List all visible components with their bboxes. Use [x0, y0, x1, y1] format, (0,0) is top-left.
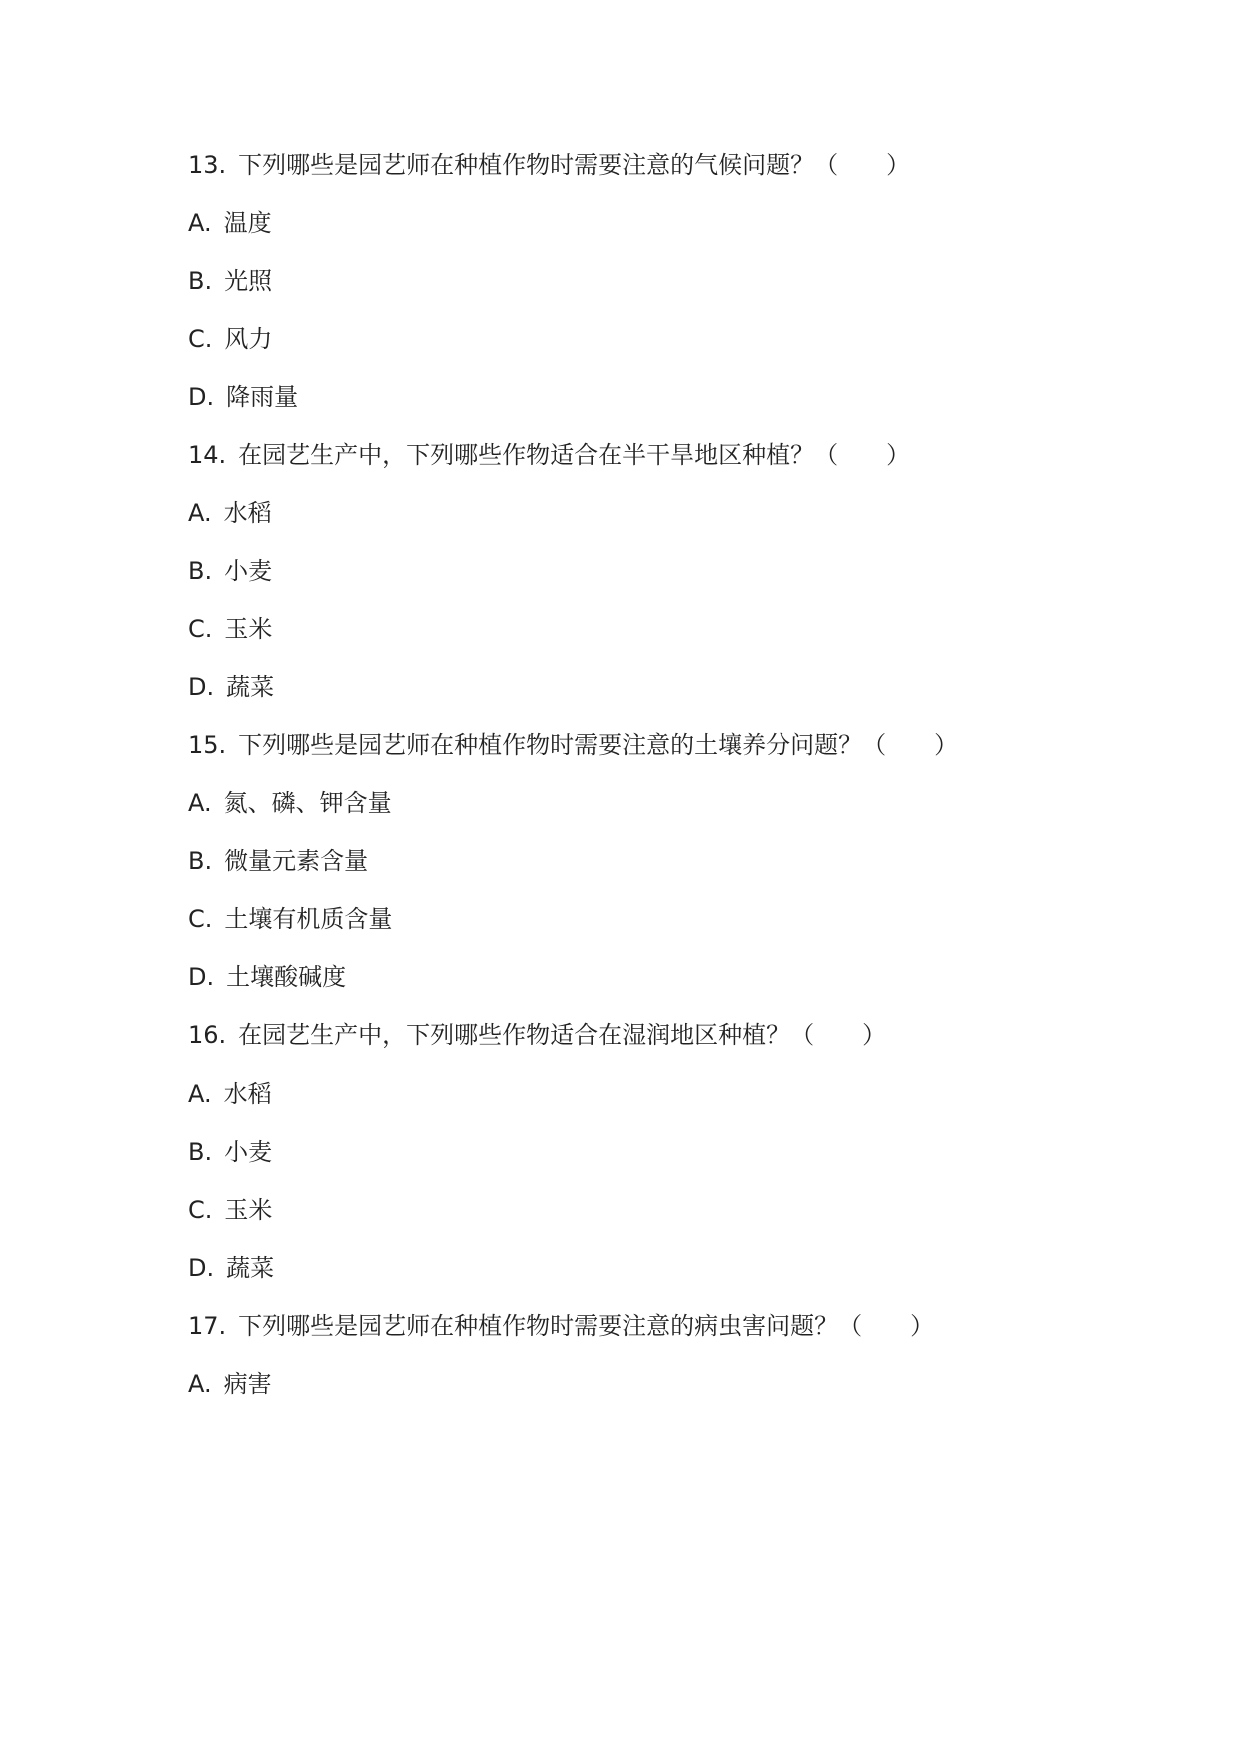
option-letter: C. — [188, 905, 213, 933]
question-16-option-a — [188, 1076, 272, 1112]
question-text: 在园艺生产中，下列哪些作物适合在半干旱地区种植？（ ） — [238, 441, 911, 469]
option-text: 小麦 — [224, 1138, 273, 1166]
option-text: 降雨量 — [226, 383, 299, 411]
question-16 — [188, 1017, 886, 1053]
question-16-option-b — [188, 1134, 272, 1170]
question-13-option-a — [188, 205, 272, 241]
option-text: 温度 — [223, 209, 272, 237]
question-13-option-c — [188, 321, 272, 357]
question-15 — [188, 727, 958, 763]
option-letter: A. — [188, 499, 212, 527]
question-number: 17. — [188, 1312, 227, 1340]
question-17 — [188, 1308, 934, 1344]
question-13-option-d — [188, 379, 298, 415]
option-text: 风力 — [224, 325, 273, 353]
question-14-option-b — [188, 553, 272, 589]
question-text: 下列哪些是园艺师在种植作物时需要注意的气候问题？（ ） — [238, 151, 911, 179]
option-letter: B. — [188, 847, 213, 875]
question-14-option-a — [188, 495, 272, 531]
option-letter: C. — [188, 615, 213, 643]
question-number: 14. — [188, 441, 227, 469]
option-letter: D. — [188, 963, 215, 991]
question-16-option-c — [188, 1192, 272, 1228]
option-letter: B. — [188, 557, 213, 585]
question-number: 13. — [188, 151, 227, 179]
question-15-option-c — [188, 901, 392, 937]
question-text: 下列哪些是园艺师在种植作物时需要注意的病虫害问题？（ ） — [238, 1312, 935, 1340]
option-text: 水稻 — [223, 1080, 272, 1108]
option-letter: A. — [188, 1080, 212, 1108]
option-text: 土壤酸碱度 — [226, 963, 347, 991]
option-letter: A. — [188, 1370, 212, 1398]
option-letter: C. — [188, 325, 213, 353]
question-text: 下列哪些是园艺师在种植作物时需要注意的土壤养分问题？（ ） — [238, 731, 959, 759]
option-text: 土壤有机质含量 — [224, 905, 393, 933]
question-15-option-d — [188, 959, 346, 995]
option-text: 光照 — [224, 267, 273, 295]
option-letter: D. — [188, 383, 215, 411]
question-14-option-d — [188, 669, 274, 705]
question-16-option-d — [188, 1250, 274, 1286]
option-text: 氮、磷、钾含量 — [223, 789, 392, 817]
option-letter: B. — [188, 267, 213, 295]
option-letter: C. — [188, 1196, 213, 1224]
question-number: 15. — [188, 731, 227, 759]
option-letter: D. — [188, 1254, 215, 1282]
option-text: 蔬菜 — [226, 1254, 275, 1282]
question-14-option-c — [188, 611, 272, 647]
option-text: 蔬菜 — [226, 673, 275, 701]
option-letter: A. — [188, 209, 212, 237]
option-text: 微量元素含量 — [224, 847, 369, 875]
option-text: 玉米 — [224, 615, 273, 643]
question-17-option-a — [188, 1366, 272, 1402]
question-13-option-b — [188, 263, 272, 299]
question-14 — [188, 437, 910, 473]
option-letter: D. — [188, 673, 215, 701]
option-letter: A. — [188, 789, 212, 817]
option-text: 玉米 — [224, 1196, 273, 1224]
question-15-option-b — [188, 843, 368, 879]
option-text: 水稻 — [223, 499, 272, 527]
option-text: 病害 — [223, 1370, 272, 1398]
question-text: 在园艺生产中，下列哪些作物适合在湿润地区种植？（ ） — [238, 1021, 887, 1049]
question-13 — [188, 147, 910, 183]
option-letter: B. — [188, 1138, 213, 1166]
option-text: 小麦 — [224, 557, 273, 585]
question-15-option-a — [188, 785, 392, 821]
question-number: 16. — [188, 1021, 227, 1049]
